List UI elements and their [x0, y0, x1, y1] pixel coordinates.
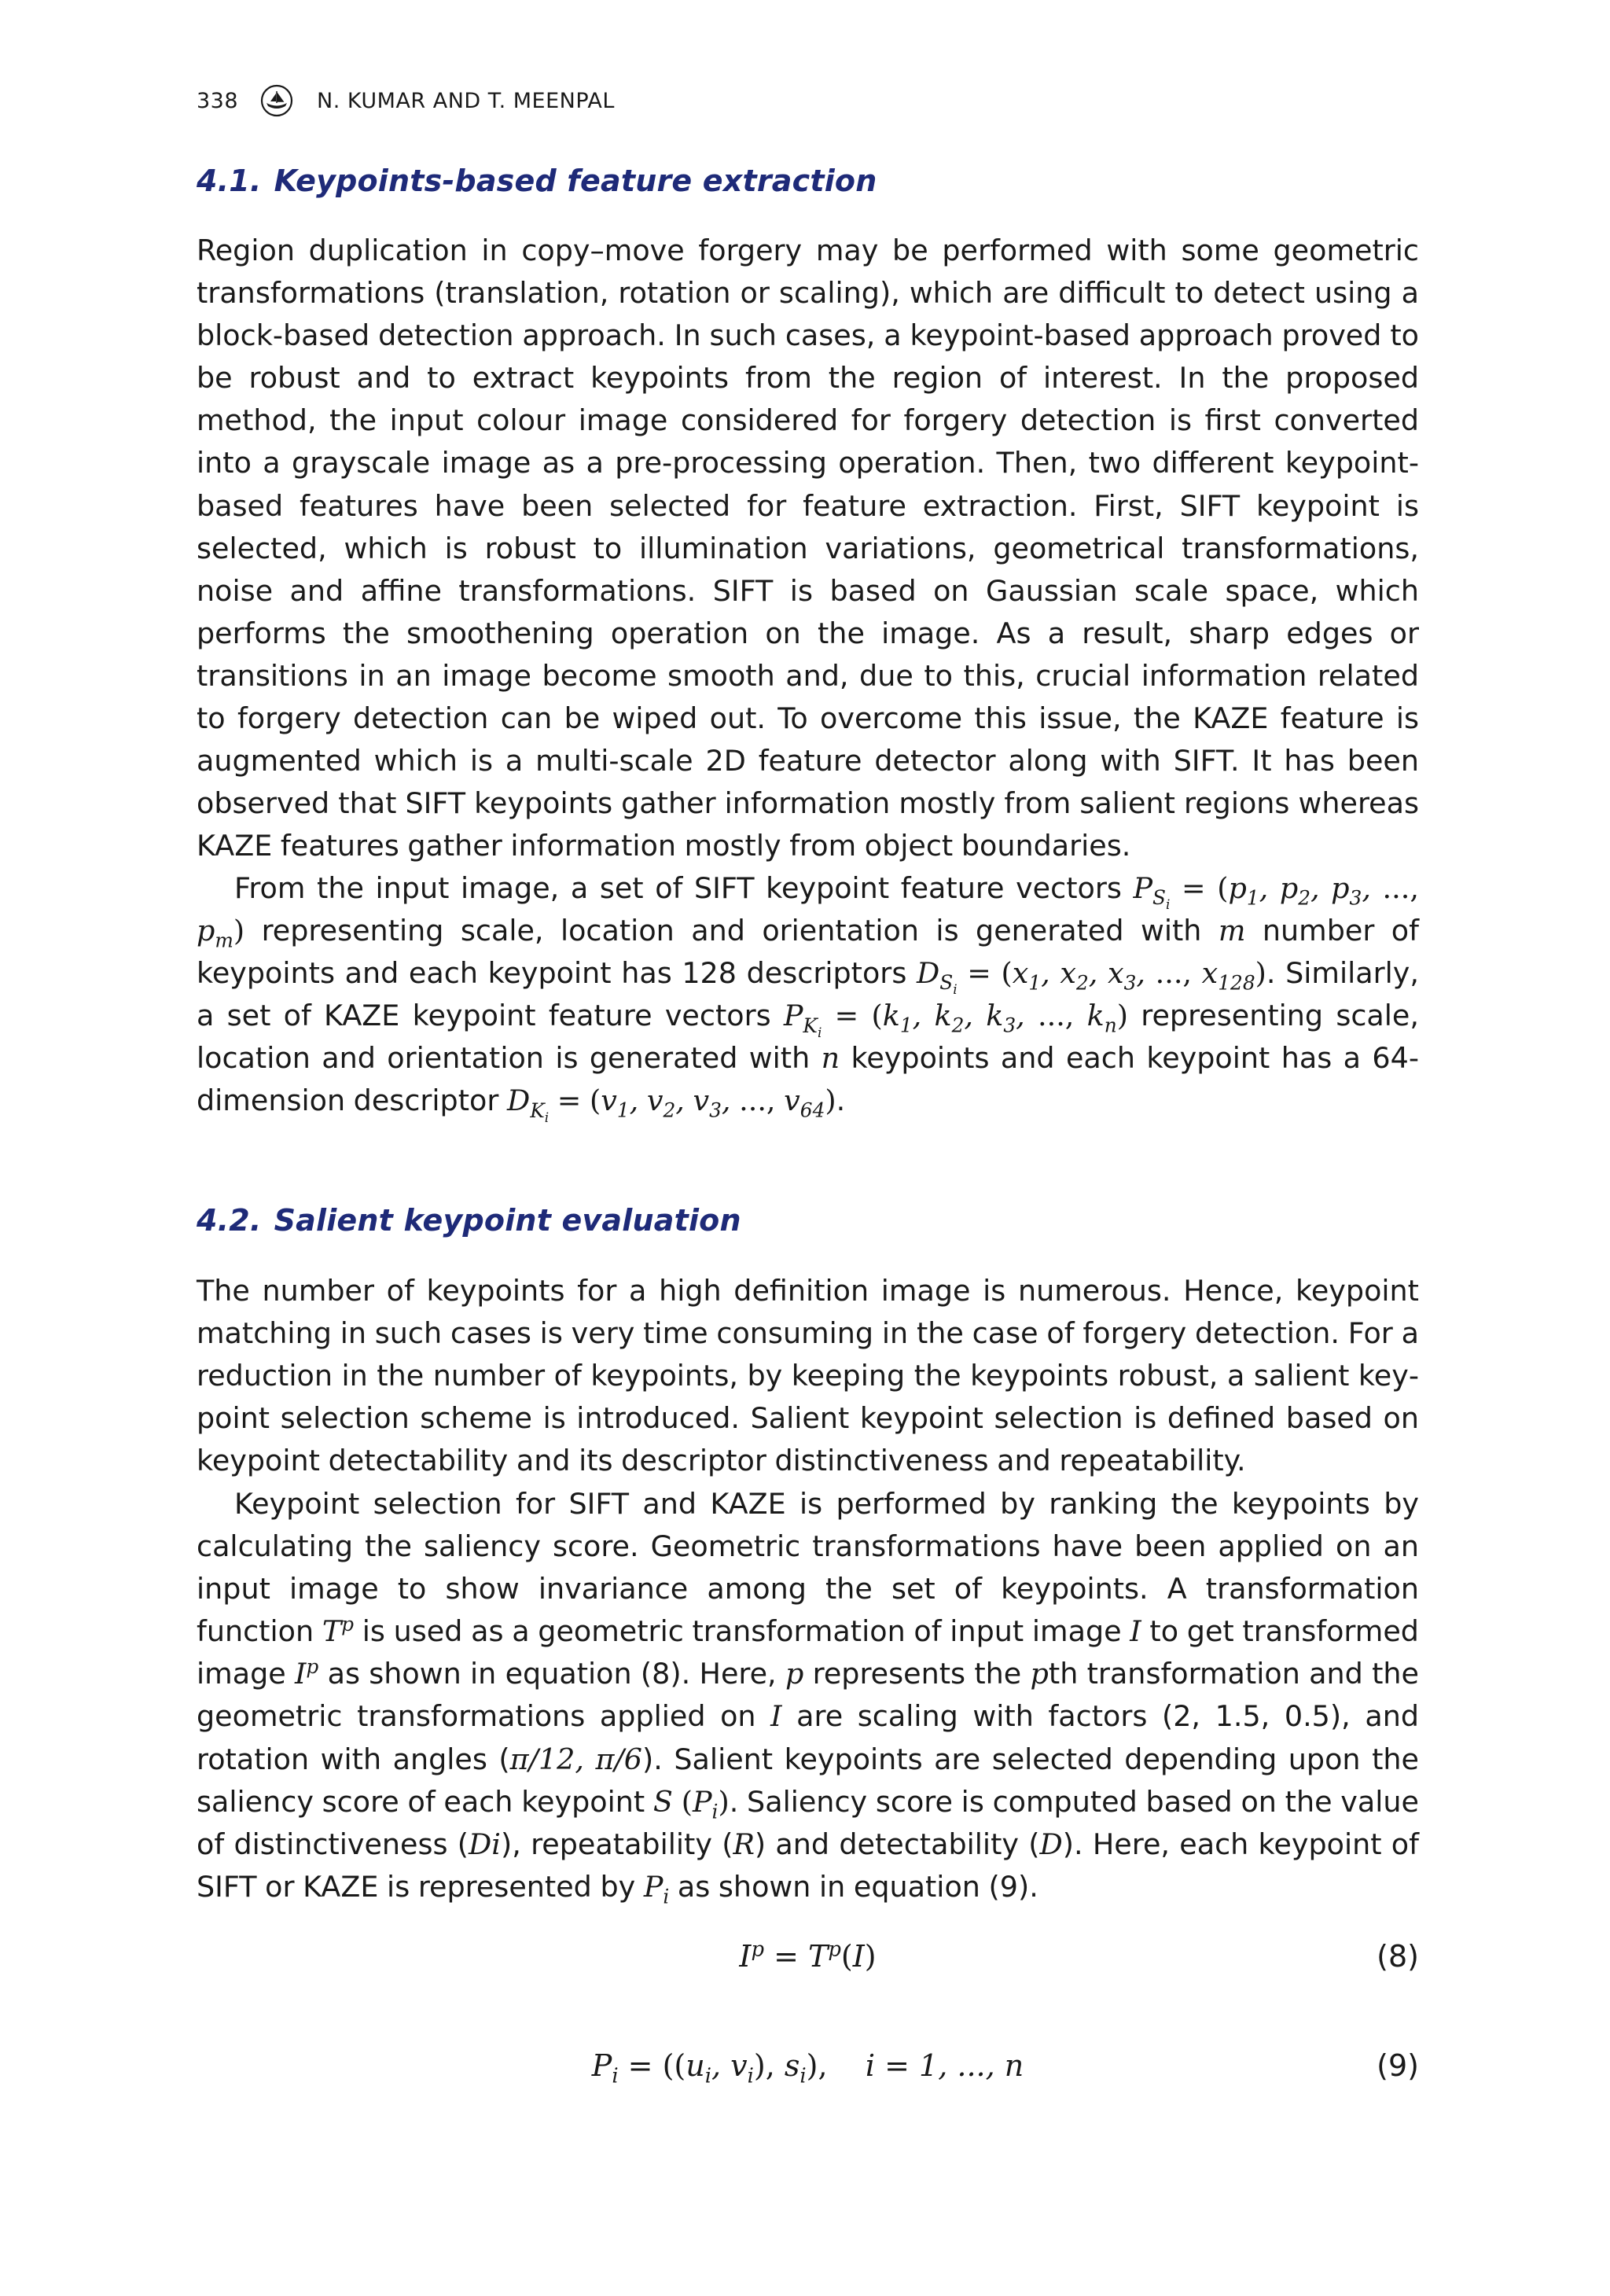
paragraph-4-2-1: The number of keypoints for a high definition image is numerous. Hence, keypoint matching in such cases is very time consuming in the case of forgery detection. For a reduction in the number of keypoints, by keeping the keypoints robust, a salient keypoint selection scheme is introduced. Salient keypoint selection is defined based on keypoint detectability and its descriptor distinctiveness and repeatability. — [197, 1274, 1419, 1478]
equation-number: (8) — [1377, 1939, 1419, 1974]
paragraph-4-1-2: From the input image, a set of SIFT keypoint feature vectors $P_{S_i} = (p_1$, $p_2$, $p_3$, ..., $p_m$) representing scale, location and orientation is generated with m number of keypoints and each keypoint has 128 descriptors $D_{S_i} = (x_1$, $x_2$, $x_3$, ..., $x_{128}$). Similarly, a set of KAZE keypoint feature vectors $P_{K_i} = (k_1$, $k_2$, $k_3$, ..., $k_n$) representing scale, location and orientation is generated with n keypoints and each keypoint has a 64-dimension descriptor $D_{K_i} = (v_1$, $v_2$, $v_3$, ..., $v_{64}$). — [197, 871, 1420, 1125]
section-title: Keypoints-based feature extraction — [274, 164, 877, 198]
equation-8 — [197, 1939, 1419, 1986]
section-number: 4.2. — [197, 1203, 262, 1238]
math-kaze-descriptor: $D_{K_i} = (v_1$, $v_2$, $v_3$, ..., $v_{64}$) — [506, 1084, 836, 1125]
publisher-logo-icon — [260, 84, 293, 117]
running-head — [197, 83, 615, 118]
equation-number: (9) — [1377, 2048, 1419, 2083]
page-number: 338 — [197, 88, 239, 113]
section-heading-4-1 — [197, 164, 877, 198]
section-title: Salient keypoint evaluation — [274, 1203, 741, 1238]
equation-8-expression: $I^p = T^p(I)$ — [739, 1937, 877, 1974]
section-heading-4-2 — [197, 1203, 741, 1238]
math-sift-descriptor: $D_{S_i} = (x_1$, $x_2$, $x_3$, ..., $x_{128}$) — [916, 956, 1266, 998]
equation-9 — [197, 2048, 1419, 2095]
equation-9-expression: $P_i = ((u_i$, $v_i$), $s_i$), i = 1, ..., n — [591, 2048, 1024, 2088]
section-number: 4.1. — [197, 164, 262, 198]
math-kaze-vector: $P_{K_i} = (k_1$, $k_2$, $k_3$, ..., $k_n$) — [783, 999, 1128, 1040]
running-head-authors: N. KUMAR AND T. MEENPAL — [317, 88, 615, 113]
paragraph-4-1-1: Region duplication in copy–move forgery may be performed with some geometric transformations (translation, rotation or scaling), which are difficult to detect using a block-based detection approach. In such cases, a keypoint-based approach proved to be robust and to extract keypoints from the region of interest. In the proposed method, the input colour image considered for forgery detection is first converted into a grayscale image as a pre-processing operation. Then, two different keypoint-based features have been selected for feature extraction. First, SIFT keypoint is selected, which is robust to illumination variations, geometrical transformations, noise and affine transformations. SIFT is based on Gaussian scale space, which performs the smoothening operation on the image. As a result, sharp edges or transitions in an image become smooth and, due to this, crucial information related to forgery detection can be wiped out. To overcome this issue, the KAZE feature is augmented which is a multi-scale 2D feature detector along with SIFT. It has been observed that SIFT keypoints gather information mostly from salient regions whereas KAZE features gather information mostly from object boundaries. — [197, 234, 1419, 863]
math-sift-vector: $P_{S_i} = (p_1$, $p_2$, $p_3$, ..., $p_m$) — [197, 871, 1419, 952]
paragraph-4-2-2: Keypoint selection for SIFT and KAZE is performed by ranking the keypoints by calculating the saliency score. Geometric transformations have been applied on an input image to show invariance among the set of keypoints. A transformation function $T^p$ is used as a geometric transformation of input image I to get transformed image $I^p$ as shown in equation (8). Here, p represents the pth transformation and the geometric transformations applied on I are scaling with factors (2, 1.5, 0.5), and rotation with angles (π/12, π/6). Salient keypoints are selected depending upon the saliency score of each keypoint S $(P_i)$. Saliency score is computed based on the value of distinctiveness (Di), repeatability (R) and detectability (D). Here, each keypoint of SIFT or KAZE is represented by $P_i$ as shown in equation (9). — [197, 1487, 1420, 1908]
